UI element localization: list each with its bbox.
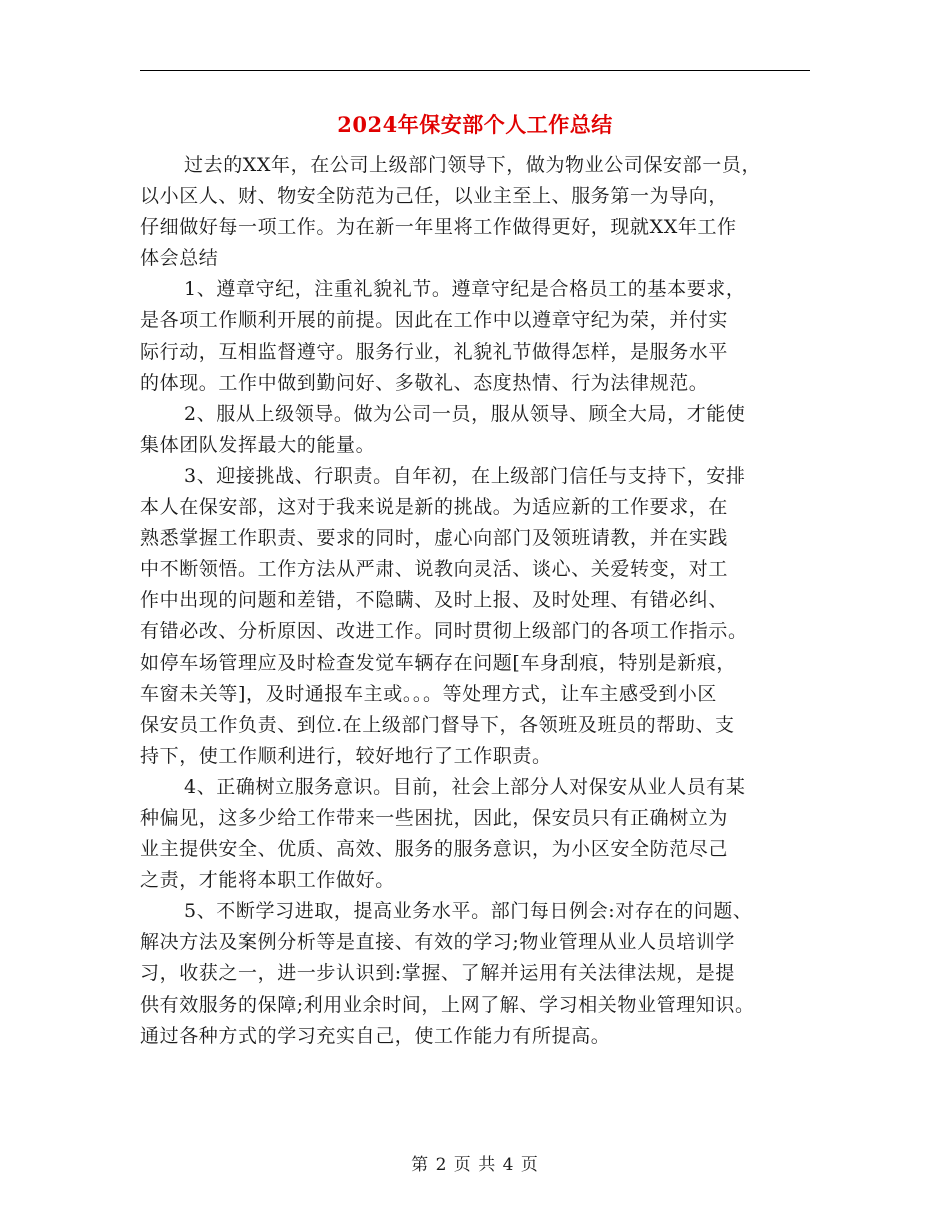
text-line: 有错必改、分析原因、改进工作。同时贯彻上级部门的各项工作指示。 xyxy=(140,620,748,643)
text-line: 际行动，互相监督遵守。服务行业，礼貌礼节做得怎样，是服务水平 xyxy=(140,340,729,363)
text-line: 5、不断学习进取，提高业务水平。部门每日例会:对存在的问题、 xyxy=(184,900,753,923)
text-line: 通过各种方式的学习充实自己，使工作能力有所提高。 xyxy=(140,1024,611,1047)
text-line: 熟悉掌握工作职责、要求的同时，虚心向部门及领班请教，并在实践 xyxy=(140,527,729,550)
text-line: 体会总结 xyxy=(140,247,219,270)
text-line: 持下，使工作顺利进行，较好地行了工作职责。 xyxy=(140,744,552,767)
text-line: 3、迎接挑战、行职责。自年初，在上级部门信任与支持下，安排 xyxy=(184,464,746,487)
header-rule xyxy=(140,70,810,71)
text-line: 是各项工作顺利开展的前提。因此在工作中以遵章守纪为荣，并付实 xyxy=(140,309,729,332)
text-line: 以小区人、财、物安全防范为己任，以业主至上、服务第一为导向， xyxy=(140,185,729,208)
document-body xyxy=(140,150,810,1052)
text-line: 作中出现的问题和差错，不隐瞒、及时上报、及时处理、有错必纠、 xyxy=(140,589,729,612)
text-line: 集体团队发挥最大的能量。 xyxy=(140,433,376,456)
text-line: 解决方法及案例分析等是直接、有效的学习;物业管理从业人员培训学 xyxy=(140,931,736,954)
page-title: 2024年保安部个人工作总结 xyxy=(337,112,613,137)
paragraph-item-1 xyxy=(140,274,810,398)
paragraph-intro xyxy=(140,150,810,274)
text-line: 种偏见，这多少给工作带来一些困扰，因此，保安员只有正确树立为 xyxy=(140,806,729,829)
text-line: 4、正确树立服务意识。目前，社会上部分人对保安从业人员有某 xyxy=(184,775,746,798)
text-line: 之责，才能将本职工作做好。 xyxy=(140,869,395,892)
text-line: 2、服从上级领导。做为公司一员，服从领导、顾全大局，才能使 xyxy=(184,402,746,425)
paragraph-item-2 xyxy=(140,399,810,461)
text-line: 1、遵章守纪，注重礼貌礼节。遵章守纪是合格员工的基本要求， xyxy=(184,278,746,301)
paragraph-item-3 xyxy=(140,461,810,772)
text-line: 如停车场管理应及时检查发觉车辆存在问题[车身刮痕，特别是新痕， xyxy=(140,651,737,674)
text-line: 车窗未关等]，及时通报车主或。。。等处理方式，让车主感受到小区 xyxy=(140,682,718,705)
text-line: 习，收获之一，进一步认识到:掌握、了解并运用有关法律法规，是提 xyxy=(140,962,736,985)
text-line: 业主提供安全、优质、高效、服务的服务意识，为小区安全防范尽己 xyxy=(140,838,729,861)
text-line: 仔细做好每一项工作。为在新一年里将工作做得更好，现就XX年工作 xyxy=(140,216,737,239)
text-line: 保安员工作负责、到位.在上级部门督导下，各领班及班员的帮助、支 xyxy=(140,713,735,736)
text-line: 供有效服务的保障;利用业余时间，上网了解、学习相关物业管理知识。 xyxy=(140,993,755,1016)
text-line: 中不断领悟。工作方法从严肃、说教向灵活、谈心、关爱转变，对工 xyxy=(140,558,729,581)
paragraph-item-5 xyxy=(140,896,810,1051)
paragraph-item-4 xyxy=(140,772,810,896)
page-footer: 第 2 页 共 4 页 xyxy=(411,1155,539,1175)
text-line: 过去的XX年，在公司上级部门领导下，做为物业公司保安部一员， xyxy=(184,154,762,176)
text-line: 的体现。工作中做到勤问好、多敬礼、态度热情、行为法律规范。 xyxy=(140,371,709,394)
text-line: 本人在保安部，这对于我来说是新的挑战。为适应新的工作要求，在 xyxy=(140,496,729,519)
